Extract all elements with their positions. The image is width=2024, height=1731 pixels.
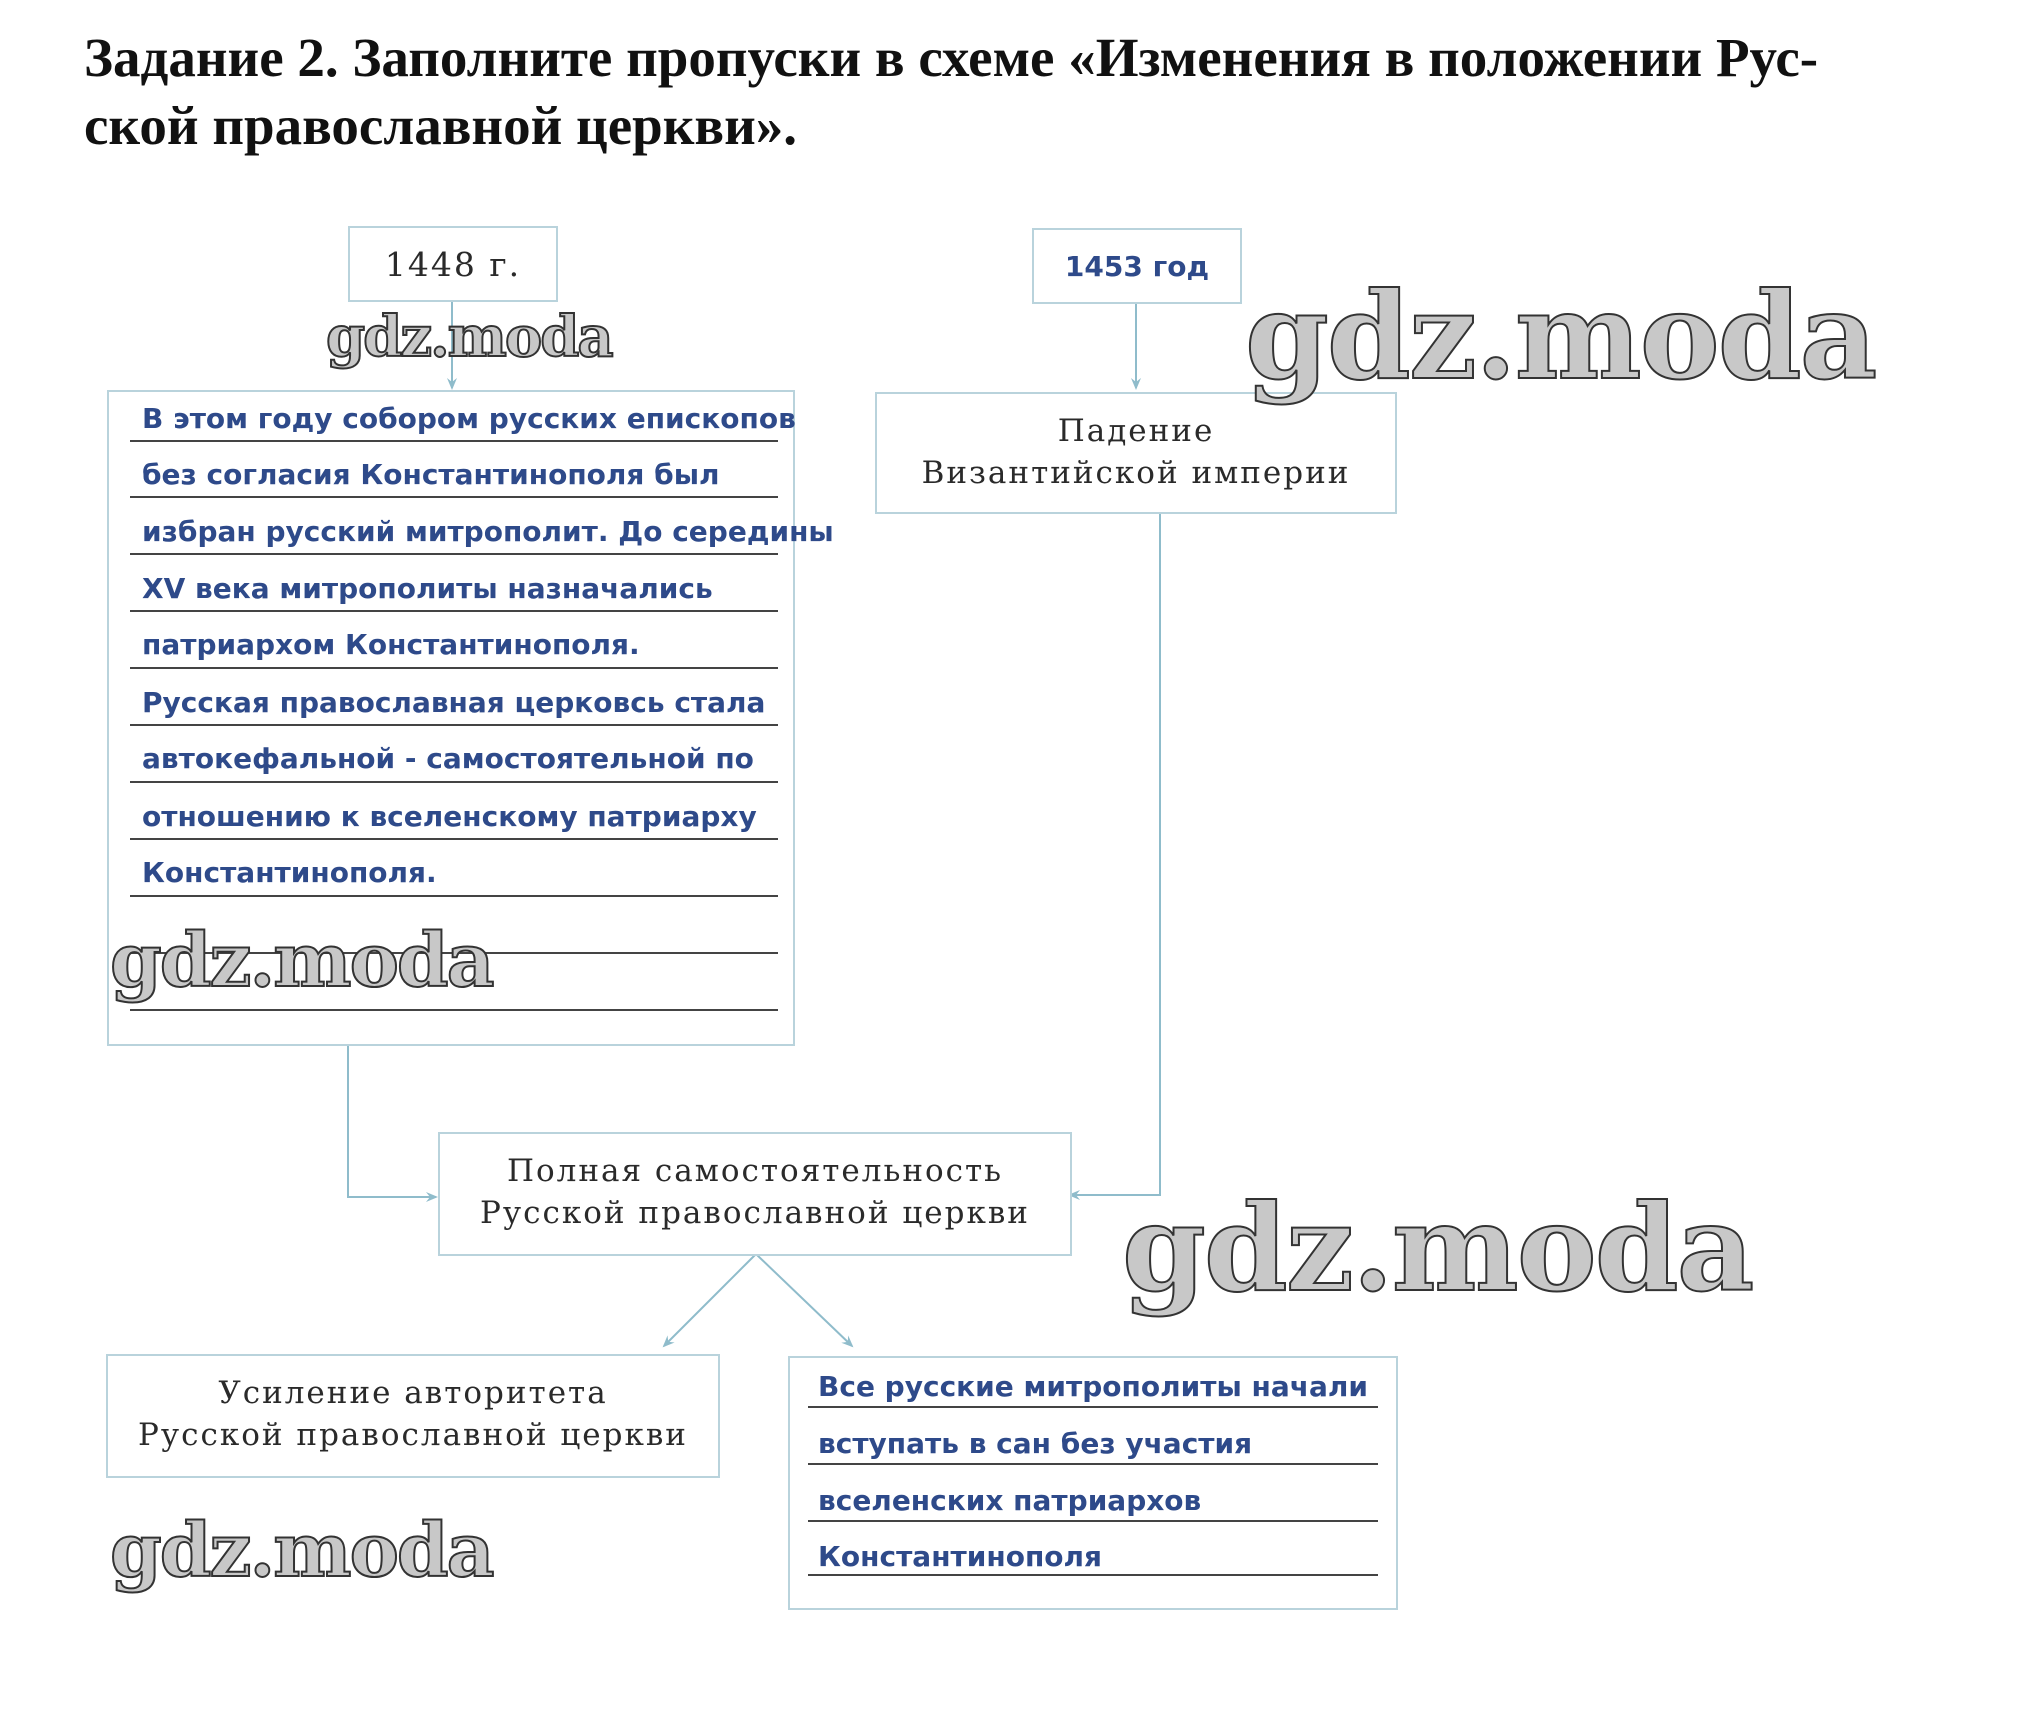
answer-line-5: патриархом Константинополя. (142, 628, 640, 661)
consequence-line-2: вступать в сан без участия (818, 1427, 1253, 1460)
independence-line-1: Полная самостоятельность (506, 1153, 1004, 1189)
rule-3 (130, 553, 778, 555)
watermark-5: gdz.moda (110, 1508, 493, 1594)
rule-1 (130, 440, 778, 442)
authority-line-2: Русской православной церкви (138, 1417, 688, 1453)
consequence-rule-4 (808, 1574, 1378, 1576)
answer-line-2: без согласия Константинополя был (142, 458, 720, 491)
answer-line-6: Русская православная церковсь стала (142, 686, 766, 719)
answer-line-4: XV века митрополиты назначались (142, 572, 713, 605)
answer-line-9: Константинополя. (142, 856, 437, 889)
year-1448-label: 1448 г. (384, 245, 522, 284)
full-independence-box (438, 1132, 1072, 1256)
watermark-4: gdz.moda (1122, 1178, 1753, 1319)
year-1448-box (348, 226, 558, 302)
task-title-line-1: Задание 2. Заполните пропуски в схеме «Изменения в положении Рус- (84, 27, 1819, 88)
arrow-left-to-independence (348, 1046, 436, 1197)
answer-line-8: отношению к вселенскому патриарху (142, 800, 757, 833)
independence-line-2: Русской православной церкви (480, 1195, 1030, 1231)
rule-4 (130, 610, 778, 612)
watermark-1: gdz.moda (326, 304, 612, 370)
watermark-2: gdz.moda (1245, 266, 1876, 407)
arrow-right-to-independence (1070, 512, 1160, 1195)
authority-line-1: Усиление авторитета (218, 1375, 608, 1411)
byzantium-fall-box (875, 392, 1397, 514)
consequence-line-4: Константинополя (818, 1540, 1103, 1573)
answer-line-1: В этом году собором русских епископов (142, 402, 796, 435)
rule-7 (130, 781, 778, 783)
byzantium-line-1: Падение (1057, 413, 1215, 449)
answer-line-7: автокефальной - самостоятельной по (142, 742, 754, 775)
rule-8 (130, 838, 778, 840)
arrow-to-consequence (756, 1254, 852, 1346)
arrow-to-authority (664, 1254, 756, 1346)
rule-2 (130, 496, 778, 498)
authority-box (106, 1354, 720, 1478)
consequence-rule-1 (808, 1406, 1378, 1408)
byzantium-line-2: Византийской империи (921, 455, 1351, 491)
rule-5 (130, 667, 778, 669)
watermark-3: gdz.moda (110, 918, 493, 1004)
consequence-rule-3 (808, 1520, 1378, 1522)
rule-6 (130, 724, 778, 726)
task-title-line-2: ской православной церкви». (84, 95, 798, 156)
consequence-line-3: вселенских патриархов (818, 1484, 1202, 1517)
rule-9 (130, 895, 778, 897)
consequence-line-1: Все русские митрополиты начали (818, 1370, 1369, 1403)
answer-line-3: избран русский митрополит. До середины (142, 515, 834, 548)
year-1453-box (1032, 228, 1242, 304)
rule-11 (130, 1009, 778, 1011)
consequence-rule-2 (808, 1463, 1378, 1465)
year-1453-label: 1453 год (1064, 250, 1210, 283)
